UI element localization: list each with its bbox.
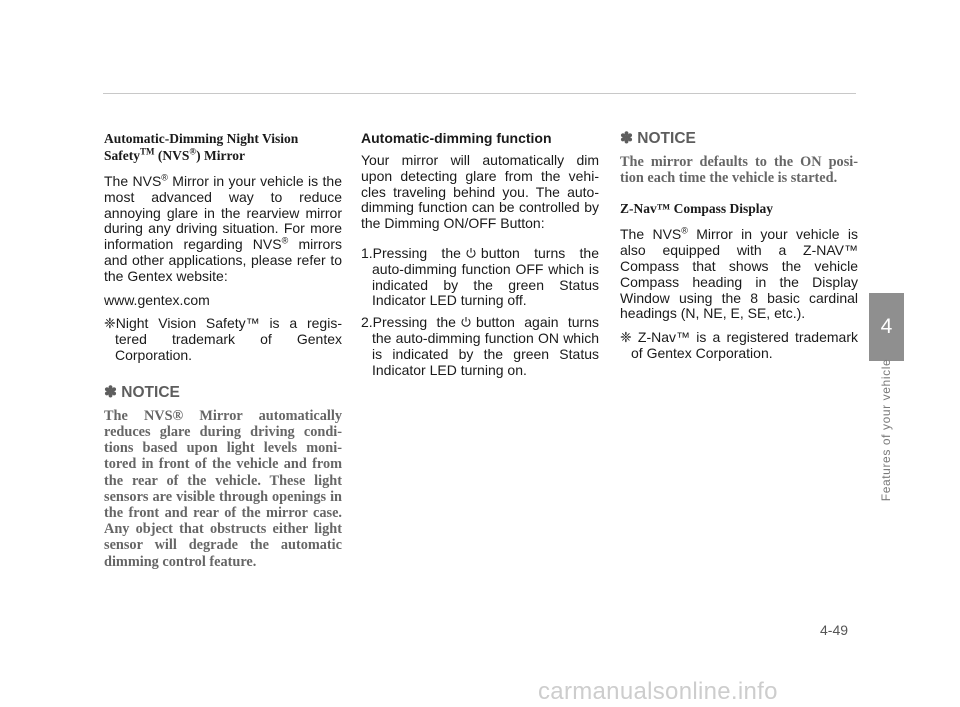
power-icon bbox=[460, 316, 472, 328]
heading-text: ) Mirror bbox=[196, 148, 245, 163]
auto-dimming-heading: Automatic-dimming function bbox=[361, 130, 552, 146]
nvs-description: The NVS® Mirror in your vehicle is the most advanced way to reduce annoying glare in the rearview mirror during any driving situation. For more information regarding NVS® mirrors and other applications, please refer to the Gentex website: bbox=[104, 172, 342, 284]
column-middle bbox=[361, 130, 599, 384]
header-rule bbox=[103, 93, 856, 94]
chapter-title-vertical bbox=[869, 360, 904, 500]
heading-text: Automatic-Dimming Night Vision Safety bbox=[104, 131, 299, 163]
notice-title: ✽ NOTICE bbox=[104, 383, 180, 401]
notice-title: ✽ NOTICE bbox=[620, 130, 696, 147]
chapter-number: 4 bbox=[880, 315, 893, 338]
power-icon bbox=[465, 247, 477, 259]
watermark: carmanualsonline.info bbox=[538, 678, 778, 705]
nvs-mirror-heading bbox=[104, 130, 342, 164]
column-left bbox=[104, 130, 342, 584]
list-item: 1.Pressing the button turns the auto-dimming function OFF which is indicated by the green Status Indicator LED turning off. bbox=[361, 244, 599, 309]
auto-dimming-intro: Your mirror will automatically dim upon detecting glare from the vehi-cles traveling behind you. The auto-dimming function can be controlled by the Dimming ON/OFF Button: bbox=[361, 152, 599, 232]
nvs-trademark-note: ❈Night Vision Safety™ is a regis-tered trademark of Gentex Corporation. bbox=[104, 315, 342, 363]
page-number: 4-49 bbox=[820, 622, 849, 638]
notice-body: The mirror defaults to the ON posi-tion each time the vehicle is started. bbox=[620, 154, 858, 187]
znav-heading: Z-Nav™ Compass Display bbox=[620, 201, 774, 217]
heading-text: (NVS bbox=[154, 148, 190, 163]
list-item: 2.Pressing the button again turns the auto-dimming function ON which is indicated by the green Status Indicator LED turning on. bbox=[361, 314, 599, 378]
column-right bbox=[620, 130, 858, 370]
znav-description: The NVS® Mirror in your vehicle is also equipped with a Z-NAV™ Compass that shows the vehicle Compass heading in the Display Window using the 8 basic cardinal headings (N, NE, E, SE, etc.). bbox=[620, 225, 858, 322]
znav-trademark-note: ❈ Z-Nav™ is a registered trademark of Gentex Corporation. bbox=[620, 329, 858, 361]
gentex-url: www.gentex.com bbox=[104, 291, 210, 308]
chapter-title: Features of your vehicle bbox=[879, 358, 894, 502]
chapter-tab bbox=[869, 293, 904, 361]
registered-sup: ® bbox=[189, 146, 197, 157]
notice-body: The NVS® Mirror automatically reduces glare during driving condi-tions based upon light levels moni-tored in front of the vehicle and from the rear of the vehicle. These light sensors are visible through openings in the front and rear of the mirror case. Any object that obstructs either light sensor will degrade the automatic dimming control feature. bbox=[104, 407, 342, 570]
trademark-sup: TM bbox=[140, 146, 155, 157]
